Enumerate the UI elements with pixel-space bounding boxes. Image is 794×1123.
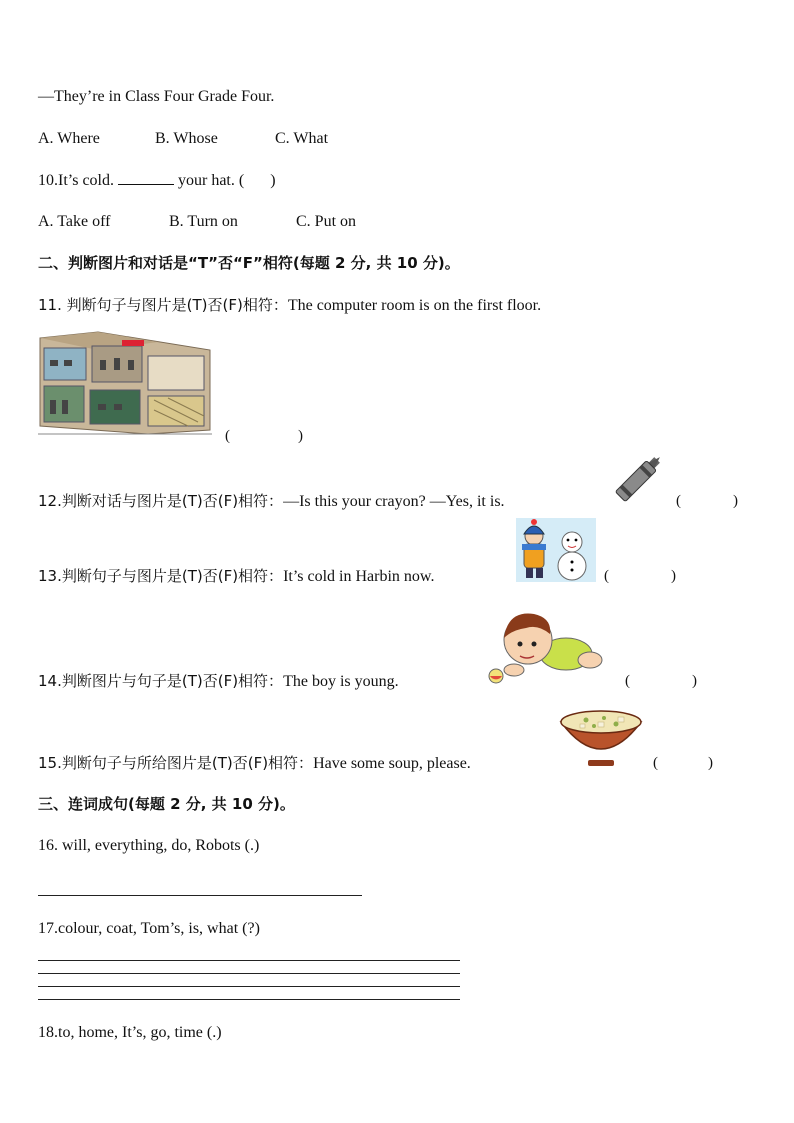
- q11-cn: 11. 判断句子与图片是(T)否(F)相符：: [38, 296, 288, 314]
- q10-option-b[interactable]: B. Turn on: [169, 213, 238, 230]
- q17-question: 17.colour, coat, Tom’s, is, what (?): [38, 920, 260, 937]
- q11-question: [38, 295, 541, 316]
- q14-paren-close: ): [692, 673, 697, 689]
- q10-question: [38, 170, 276, 191]
- crawling-baby-image: [486, 604, 604, 688]
- q13-paren-close: ): [671, 568, 676, 584]
- school-building-image: [38, 330, 212, 436]
- q14-paren-open: (: [625, 673, 630, 689]
- q9-option-a[interactable]: A. Where: [38, 130, 100, 147]
- q10-option-c[interactable]: C. Put on: [296, 213, 357, 230]
- q9-option-b[interactable]: B. Whose: [155, 130, 218, 147]
- q12-cn: 12.判断对话与图片是(T)否(F)相符：: [38, 492, 284, 510]
- q13-cn: 13.判断句子与图片是(T)否(F)相符：: [38, 567, 284, 585]
- q17-answer-line-1[interactable]: [38, 960, 460, 961]
- q10-suffix: your hat. (: [178, 172, 245, 189]
- q12-paren-close: ): [733, 493, 738, 509]
- q12-paren-open: (: [676, 493, 681, 509]
- q11-answer-paren[interactable]: [225, 426, 303, 446]
- q17-answer-line-4[interactable]: [38, 999, 460, 1000]
- q15-paren-open: (: [653, 755, 658, 771]
- q12-en: —Is this your crayon? —Yes, it is.: [283, 493, 505, 510]
- q17-answer-line-2[interactable]: [38, 973, 460, 974]
- q10-close: ): [270, 172, 276, 189]
- q9-option-c[interactable]: C. What: [275, 130, 329, 147]
- q10-option-a[interactable]: A. Take off: [38, 213, 111, 230]
- soup-bowl-image: [558, 706, 644, 770]
- q15-answer-paren[interactable]: [653, 753, 713, 773]
- q13-answer-paren[interactable]: [604, 566, 676, 586]
- q9-answer-line: —They’re in Class Four Grade Four.: [38, 88, 275, 105]
- q14-en: The boy is young.: [283, 673, 399, 690]
- q14-question: [38, 671, 399, 692]
- q16-question: 16. will, everything, do, Robots (.): [38, 837, 260, 854]
- q16-answer-line[interactable]: [38, 895, 362, 896]
- q12-answer-paren[interactable]: [676, 491, 738, 511]
- q10-prefix: 10.It’s cold.: [38, 172, 114, 189]
- q14-cn: 14.判断图片与句子是(T)否(F)相符：: [38, 672, 284, 690]
- q15-paren-close: ): [708, 755, 713, 771]
- q13-question: [38, 566, 434, 587]
- q18-question: 18.to, home, It’s, go, time (.): [38, 1024, 222, 1041]
- snowman-child-image: [516, 518, 596, 582]
- q11-en: The computer room is on the first floor.: [287, 297, 542, 314]
- section-3-title: 三、连词成句(每题 2 分, 共 10 分)。: [38, 795, 295, 813]
- crayon-image: [610, 450, 666, 508]
- q15-question: [38, 753, 471, 774]
- q15-en: Have some soup, please.: [313, 755, 471, 772]
- q13-en: It’s cold in Harbin now.: [283, 568, 435, 585]
- section-2-title: 二、判断图片和对话是“T”否“F”相符(每题 2 分, 共 10 分)。: [38, 254, 460, 272]
- q11-paren-close: ): [298, 428, 303, 444]
- q13-paren-open: (: [604, 568, 609, 584]
- q11-paren-open: (: [225, 428, 230, 444]
- q15-cn: 15.判断句子与所给图片是(T)否(F)相符：: [38, 754, 314, 772]
- q17-answer-line-3[interactable]: [38, 986, 460, 987]
- q14-answer-paren[interactable]: [625, 671, 697, 691]
- q12-question: [38, 491, 505, 512]
- q10-blank[interactable]: [118, 170, 174, 185]
